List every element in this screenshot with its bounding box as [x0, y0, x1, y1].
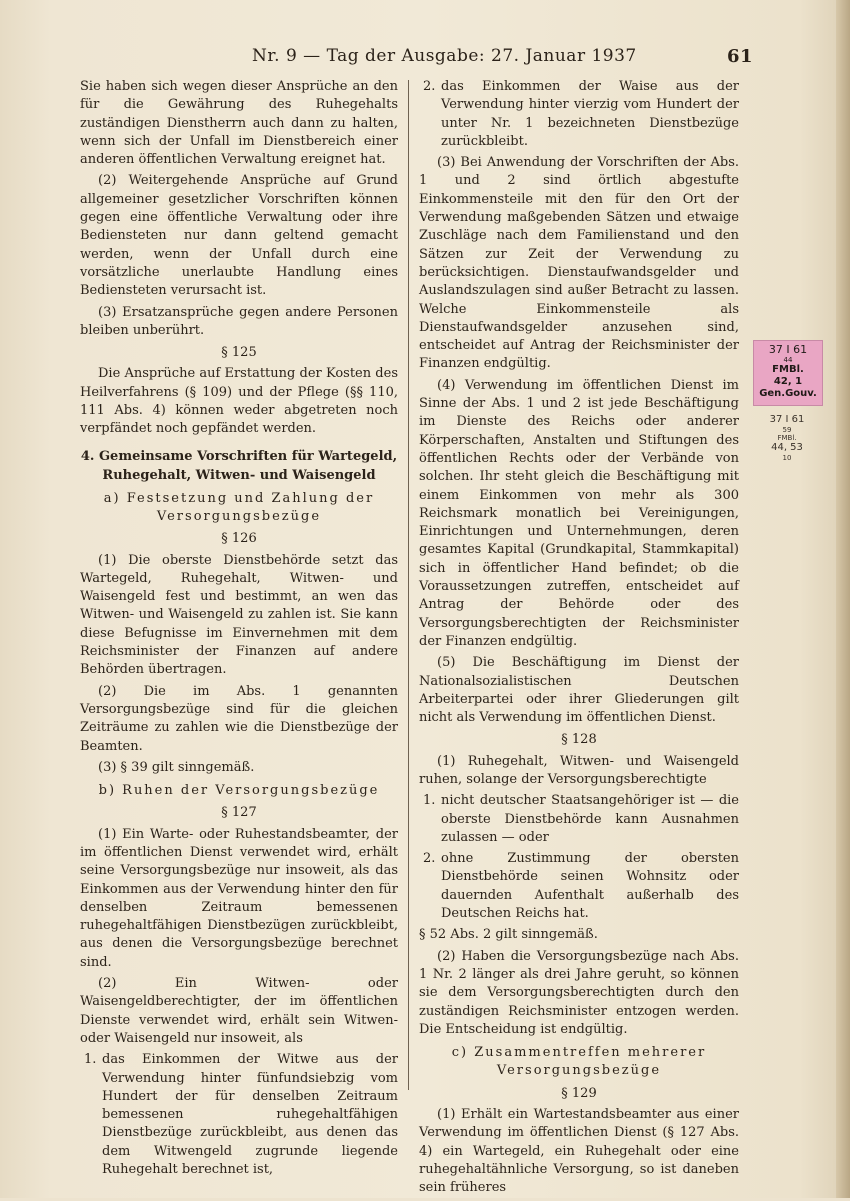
paragraph: (2) Ein Witwen- oder Waisengeldberechtigter, der im öffentlichen Dienste verwendet wird, erhält sein Witwen- oder Waisengeld nur insoweit, als	[80, 976, 398, 1046]
list-number: 1.	[84, 1052, 97, 1068]
list-item	[419, 850, 739, 923]
paragraph: Sie haben sich wegen dieser Ansprüche an den für die Gewährung des Ruhegehalts zuständigen Dienstherrn auch dann zu halten, wenn sich der Unfall im Dienstbereich einer anderen öffentlichen Verwaltung ereignet hat.	[80, 79, 398, 168]
section-heading: § 125	[221, 345, 257, 361]
list-item	[80, 1051, 398, 1179]
paragraph: (1) Die oberste Dienstbehörde setzt das Wartegeld, Ruhegehalt, Witwen- und Waisengeld fest und bestimmt, an wen das Witwen- und Waisengeld zu zahlen ist. Sie kann diese Befugnisse im Einvernehmen mit dem Reichsminister der Finanzen auf andere Behörden übertragen.	[80, 552, 398, 678]
list-text: das Einkommen der Witwe aus der Verwendung hinter fünfundsiebzig vom Hundert der für denselben Zeitraum bemessenen ruhegehaltfähigen Dienstbezüge zurückbleibt, aus denen das dem Witwengeld zugrunde liegende Ruhegehalt berechnet ist,	[102, 1052, 398, 1178]
right-column	[419, 78, 739, 1201]
list-text: das Einkommen der Waise aus der Verwendung hinter vierzig vom Hundert der unter Nr. 1 bezeichneten Dienstbezüge zurückbleibt.	[441, 79, 739, 149]
list-item	[419, 78, 739, 151]
column-divider	[408, 80, 409, 1090]
page-number: 61	[727, 46, 754, 67]
stamp-line: 37 I 61	[769, 414, 805, 425]
paragraph: (3) § 39 gilt sinngemäß.	[98, 759, 255, 775]
section-heading: § 127	[221, 805, 257, 821]
paragraph: (1) Erhält ein Wartestandsbeamter aus einer Verwendung im öffentlichen Dienst (§ 127 Abs. 4) ein Wartegeld, ein Ruhegehalt oder eine ruhegehaltähnliche Versorgung, so ist daneben sein früheres	[419, 1107, 739, 1196]
stamp-line: 44, 53	[771, 442, 803, 453]
stamp-line: 59	[782, 426, 792, 434]
list-text: ohne Zustimmung der obersten Dienstbehörde seinen Wohnsitz oder dauernden Aufenthalt außerhalb des Deutschen Reichs hat.	[441, 851, 739, 922]
paragraph: (3) Bei Anwendung der Vorschriften der Abs. 1 und 2 sind örtlich abgestufte Einkommensteile mit den für den Ort der Verwendung maßgebenden Sätzen und etwaige Zuschläge nach dem Familienstand und den Sätzen zur Zeit der Verwendung zu berücksichtigen. Dienstaufwandsgelder und Auslandszulagen sind außer Betracht zu lassen. Welche Einkommensteile als Dienstaufwandsgelder anzusehen sind, entscheidet auf Antrag der Reichsminister der Finanzen endgültig.	[419, 155, 739, 372]
stamp-line: 37 I 61	[768, 343, 808, 356]
page-header	[0, 46, 850, 74]
paragraph: (3) Ersatzansprüche gegen andere Personen bleiben unberührt.	[80, 304, 398, 338]
list-number: 1.	[423, 793, 436, 809]
stamp-line: FMBl.	[777, 434, 797, 442]
left-column	[80, 78, 398, 1182]
section-heading: § 126	[221, 531, 257, 547]
paragraph: (4) Verwendung im öffentlichen Dienst im Sinne der Abs. 1 und 2 ist jede Beschäftigung im Dienste des Reichs oder anderer Körperschaften, Anstalten und Stiftungen des öffentlichen Rechts oder der Verbände von solchen. Ihr steht gleich die Beschäftigung mit einem Einkommen von mehr als 300 Reichsmark monatlich bei Vereinigungen, Einrichtungen und Unternehmungen, deren gesamtes Kapital (Grundkapital, Stammkapital) sich in öffentlicher Hand befindet; ob die Voraussetzungen zutreffen, entscheidet auf Antrag der Behörde oder des Versorgungsberechtigten der Reichsminister der Finanzen endgültig.	[419, 377, 739, 649]
chapter-heading: 4. Gemeinsame Vorschriften für Wartegeld, Ruhegehalt, Witwen- und Waisengeld	[80, 448, 398, 483]
stamp-line: 44	[783, 356, 793, 364]
section-heading: § 129	[561, 1085, 597, 1101]
issue-line: Nr. 9 — Tag der Ausgabe: 27. Januar 1937	[252, 46, 637, 66]
paragraph: (5) Die Beschäftigung im Dienst der Nationalsozialistischen Deutschen Arbeiterpartei oder ihrer Gliederungen gilt nicht als Verwendung im öffentlichen Dienst.	[419, 655, 739, 726]
paragraph: (2) Weitergehende Ansprüche auf Grund allgemeiner gesetzlicher Vorschriften können gegen eine öffentliche Verwaltung oder ihre Bediensteten nur dann geltend gemacht werden, wenn der Unfall durch eine vorsätzliche unerlaubte Handlung eines Bediensteten verursacht ist.	[80, 173, 398, 299]
paragraph: (2) Die im Abs. 1 genannten Versorgungsbezüge sind für die gleichen Zeiträume zu zahlen wie die Dienstbezüge der Beamten.	[80, 683, 398, 754]
subheading: c) Zusammentreffen mehrerer Versorgungsbezüge	[451, 1045, 707, 1079]
stamp-line: Gen.Gouv.	[759, 388, 817, 399]
paragraph: Die Ansprüche auf Erstattung der Kosten des Heilverfahrens (§ 109) und der Pflege (§§ 110, 111 Abs. 4) können weder abgetreten noch verpfändet noch gepfändet werden.	[80, 366, 398, 437]
stamp-line: 10	[782, 454, 792, 462]
stamp-line: 42, 1	[773, 376, 803, 387]
reference-stamp-pink	[753, 340, 823, 406]
list-number: 2.	[423, 851, 436, 867]
subheading: b) Ruhen der Versorgungsbezüge	[98, 783, 380, 799]
paragraph: (1) Ruhegehalt, Witwen- und Waisengeld ruhen, solange der Versorgungsberechtigte	[419, 753, 739, 787]
list-number: 2.	[423, 79, 436, 94]
paragraph: (1) Ein Warte- oder Ruhestandsbeamter, der im öffentlichen Dienst verwendet wird, erhält seine Versorgungsbezüge nur insoweit, als das Einkommen aus der Verwendung hinter den für denselben Zeitraum bemessenen ruhegehaltfähigen Dienstbezügen zurückbleibt, aus denen die Versorgungsbezüge berechnet sind.	[80, 826, 398, 970]
page-spine-shadow	[836, 0, 850, 1198]
subheading: a) Festsetzung und Zahlung der Versorgungsbezüge	[103, 490, 375, 524]
list-text: nicht deutscher Staatsangehöriger ist — die oberste Dienstbehörde kann Ausnahmen zulassen — oder	[441, 793, 739, 845]
paragraph: (2) Haben die Versorgungsbezüge nach Abs. 1 Nr. 2 länger als drei Jahre geruht, so können sie dem Versorgungsberechtigten durch den zuständigen Reichsminister entzogen werden. Die Entscheidung ist endgültig.	[419, 948, 739, 1037]
section-heading: § 128	[561, 732, 597, 748]
list-item	[419, 792, 739, 847]
reference-stamp	[753, 414, 821, 474]
stamp-line: FMBl.	[772, 364, 804, 375]
paragraph: § 52 Abs. 2 gilt sinngemäß.	[419, 927, 598, 943]
